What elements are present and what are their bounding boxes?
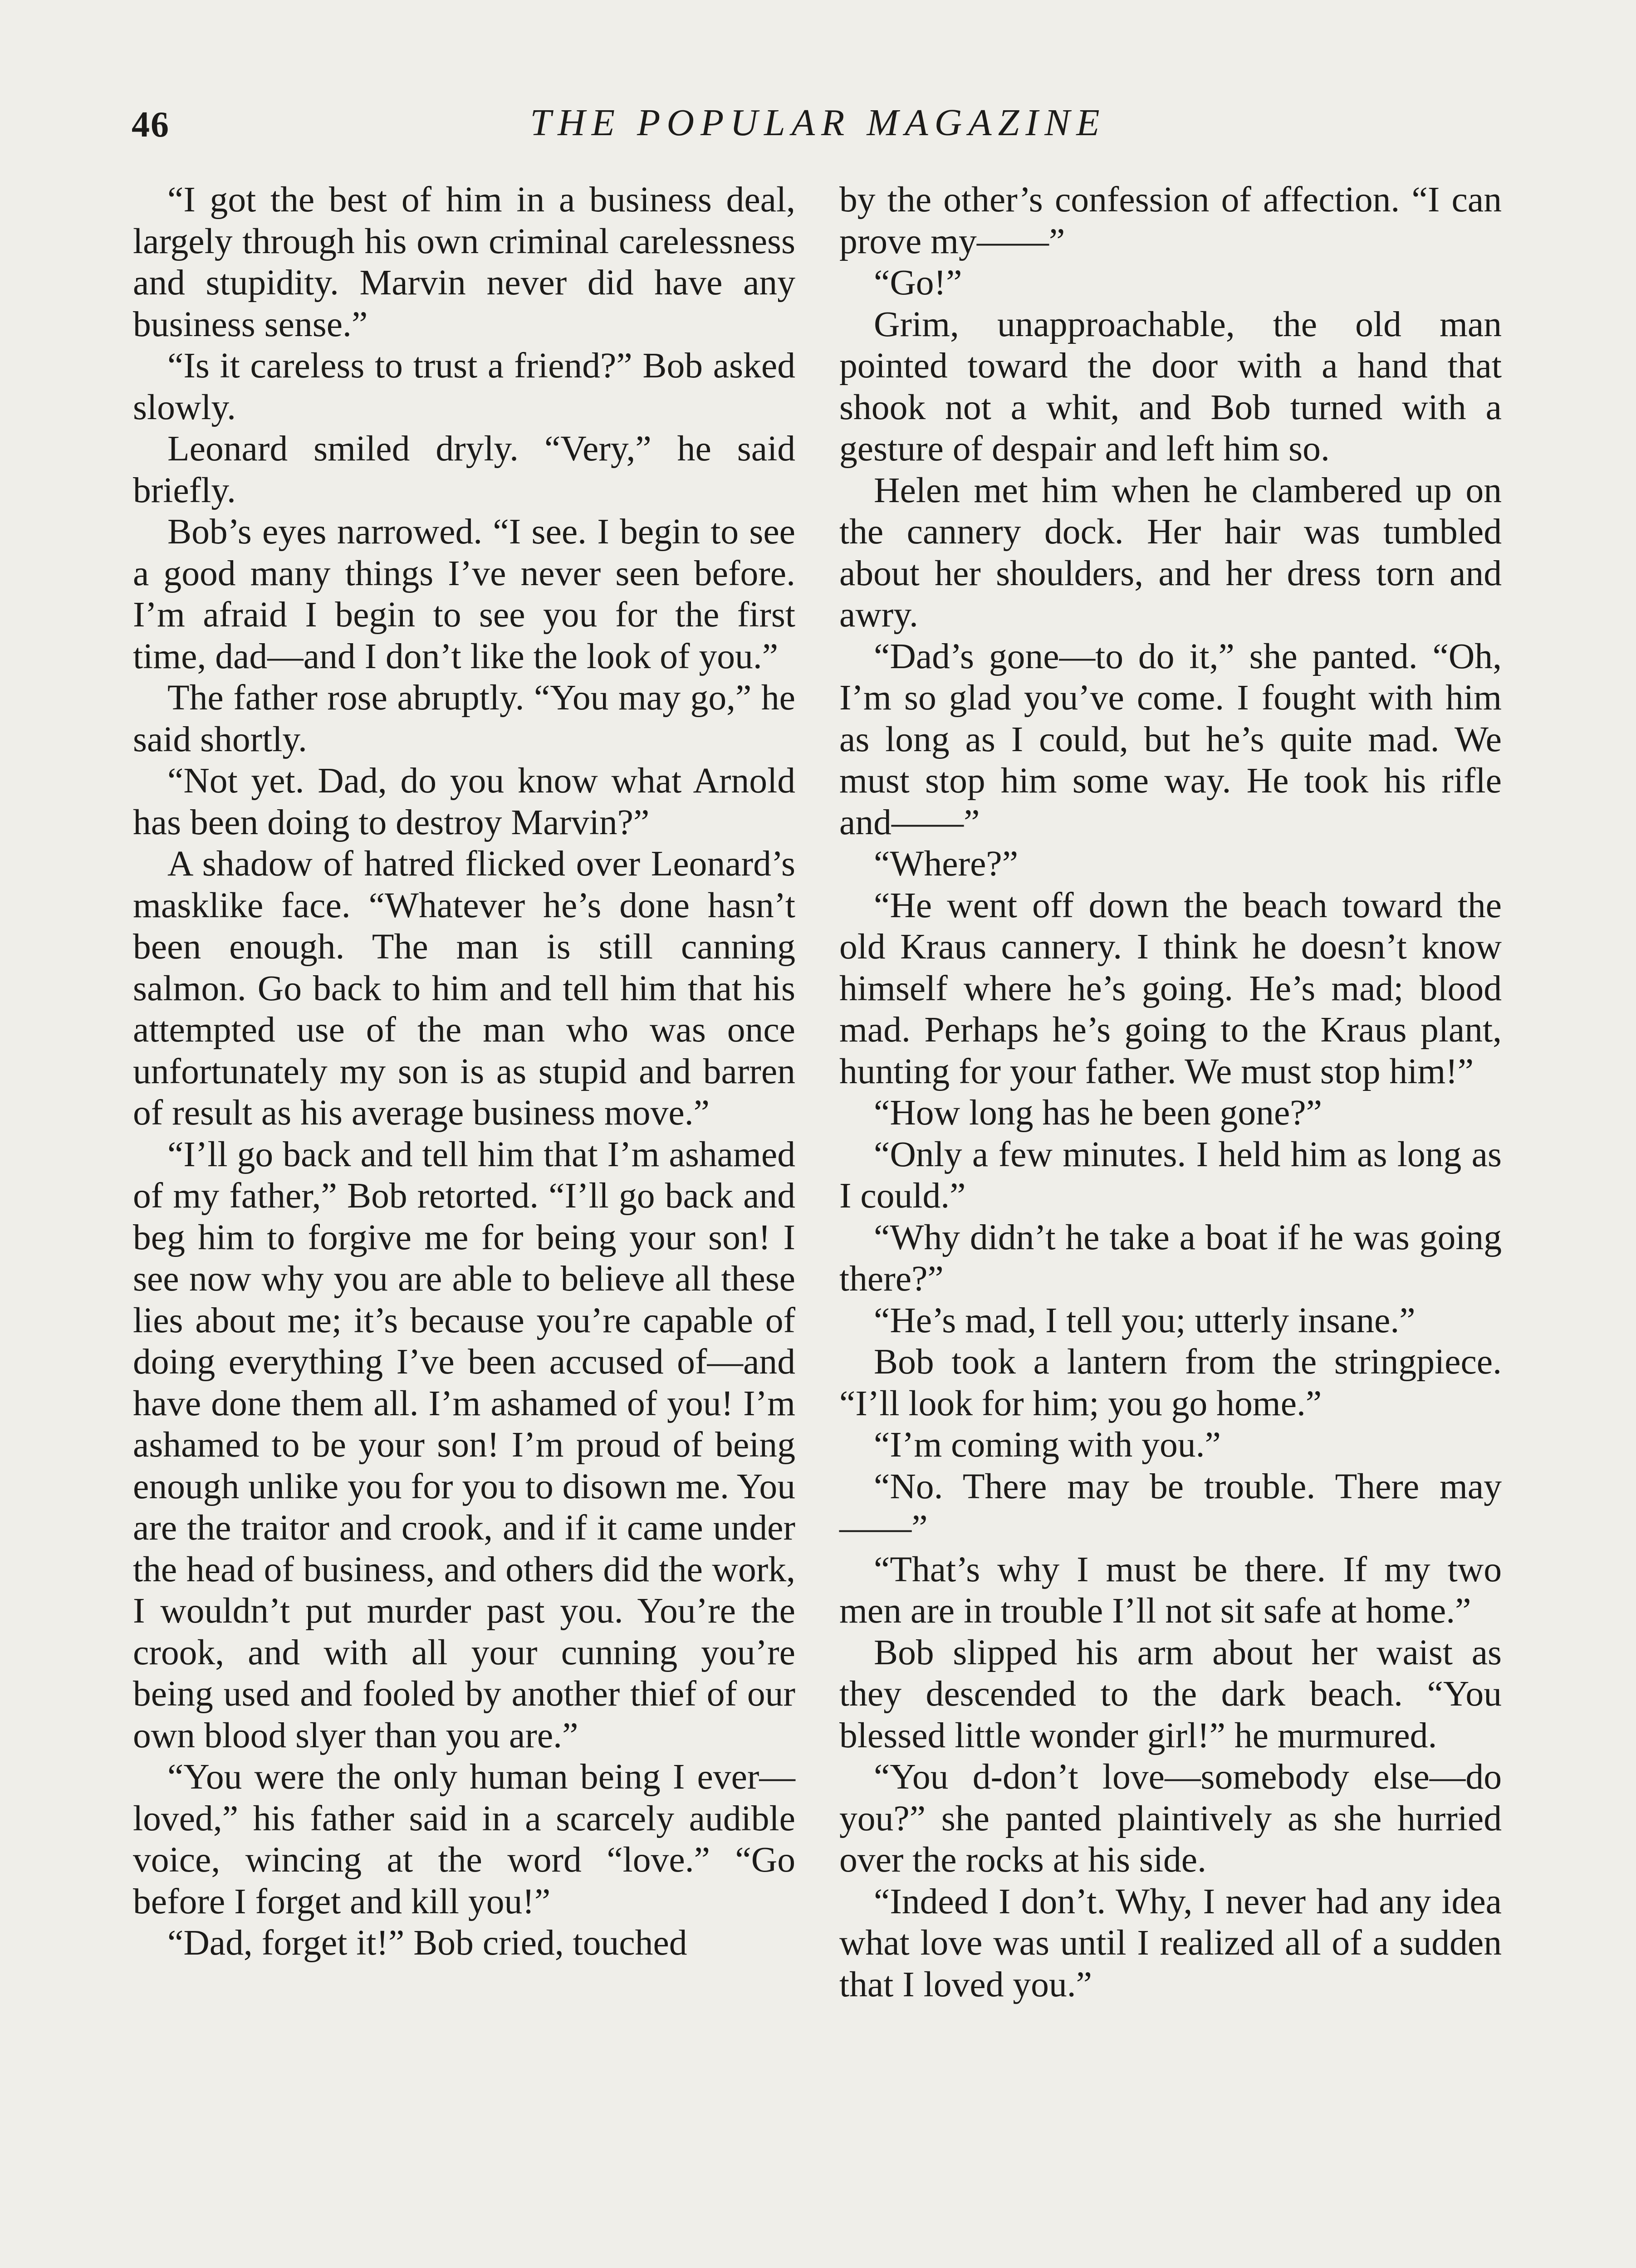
paragraph: “I got the best of him in a business deal, largely through his own criminal carelessness and stupidity. Marvin never did have any business sense.” [133,180,795,344]
paragraph: “Is it careless to trust a friend?” Bob asked slowly. [133,346,795,427]
page-number: 46 [132,105,170,145]
paragraph: Bob slipped his arm about her waist as they descended to the dark beach. “You blessed little wonder girl!” he murmured. [839,1632,1502,1755]
running-head: THE POPULAR MAGAZINE [530,102,1106,144]
paragraph: Grim, unapproachable, the old man pointed toward the door with a hand that shook not a whit, and Bob turned with a gesture of despair and left him so. [839,304,1502,469]
paragraph: by the other’s confession of affection. “I can prove my——” [839,180,1502,261]
paragraph: “You d-don’t love—somebody else—do you?” she panted plaintively as she hurried over the rocks at his side. [839,1757,1502,1880]
paragraph: Bob took a lantern from the stringpiece. “I’ll look for him; you go home.” [839,1342,1502,1423]
left-column [133,179,795,1964]
paragraph: “Why didn’t he take a boat if he was going there?” [839,1217,1502,1299]
paragraph: “Not yet. Dad, do you know what Arnold has been doing to destroy Marvin?” [133,761,795,842]
paragraph: “Dad’s gone—to do it,” she panted. “Oh, I’m so glad you’ve come. I fought with him as long as I could, but he’s quite mad. We must stop him some way. He took his rifle and——” [839,636,1502,842]
paragraph: “You were the only human being I ever—loved,” his father said in a scarcely audible voice, wincing at the word “love.” “Go before I forget and kill you!” [133,1757,795,1921]
paragraph: Helen met him when he clambered up on the cannery dock. Her hair was tumbled about her shoulders, and her dress torn and awry. [839,470,1502,635]
paragraph: Leonard smiled dryly. “Very,” he said briefly. [133,429,795,510]
paragraph: A shadow of hatred flicked over Leonard’s masklike face. “Whatever he’s done hasn’t been enough. The man is still canning salmon. Go back to him and tell him that his attempted use of the man who was once unfortunately my son is as stupid and barren of result as his average business move.” [133,844,795,1133]
paragraph: “No. There may be trouble. There may——” [839,1466,1502,1548]
paragraph: Bob’s eyes narrowed. “I see. I begin to see a good many things I’ve never seen before. I’m afraid I begin to see you for the first time, dad—and I don’t like the look of you.” [133,512,795,676]
paragraph: “I’m coming with you.” [874,1425,1221,1465]
right-column [839,179,1502,2005]
paragraph: “He’s mad, I tell you; utterly insane.” [874,1300,1416,1340]
paragraph: “Where?” [874,844,1019,884]
paragraph: “That’s why I must be there. If my two men are in trouble I’ll not sit safe at home.” [839,1549,1502,1631]
paragraph: “Indeed I don’t. Why, I never had any idea what love was until I realized all of a sudden that I loved you.” [839,1881,1502,2004]
paragraph: “He went off down the beach toward the old Kraus cannery. I think he doesn’t know himself where he’s going. He’s mad; blood mad. Perhaps he’s going to the Kraus plant, hunting for your father. We must stop him!” [839,885,1502,1091]
paragraph: “I’ll go back and tell him that I’m ashamed of my father,” Bob retorted. “I’ll go back and beg him to forgive me for being your son! I see now why you are able to believe all these lies about me; it’s because you’re capable of doing everything I’ve been accused of—and have done them all. I’m ashamed of you! I’m ashamed to be your son! I’m proud of being enough unlike you for you to disown me. You are the traitor and crook, and if it came under the head of business, and others did the work, I wouldn’t put murder past you. You’re the crook, and with all your cunning you’re being used and fooled by another thief of our own blood slyer than you are.” [133,1134,795,1755]
paragraph: “Go!” [874,263,962,303]
paragraph: “How long has he been gone?” [874,1093,1322,1133]
paragraph: The father rose abruptly. “You may go,” he said shortly. [133,678,795,759]
paragraph: “Dad, forget it!” Bob cried, touched [167,1923,687,1963]
paragraph: “Only a few minutes. I held him as long as I could.” [839,1134,1502,1216]
